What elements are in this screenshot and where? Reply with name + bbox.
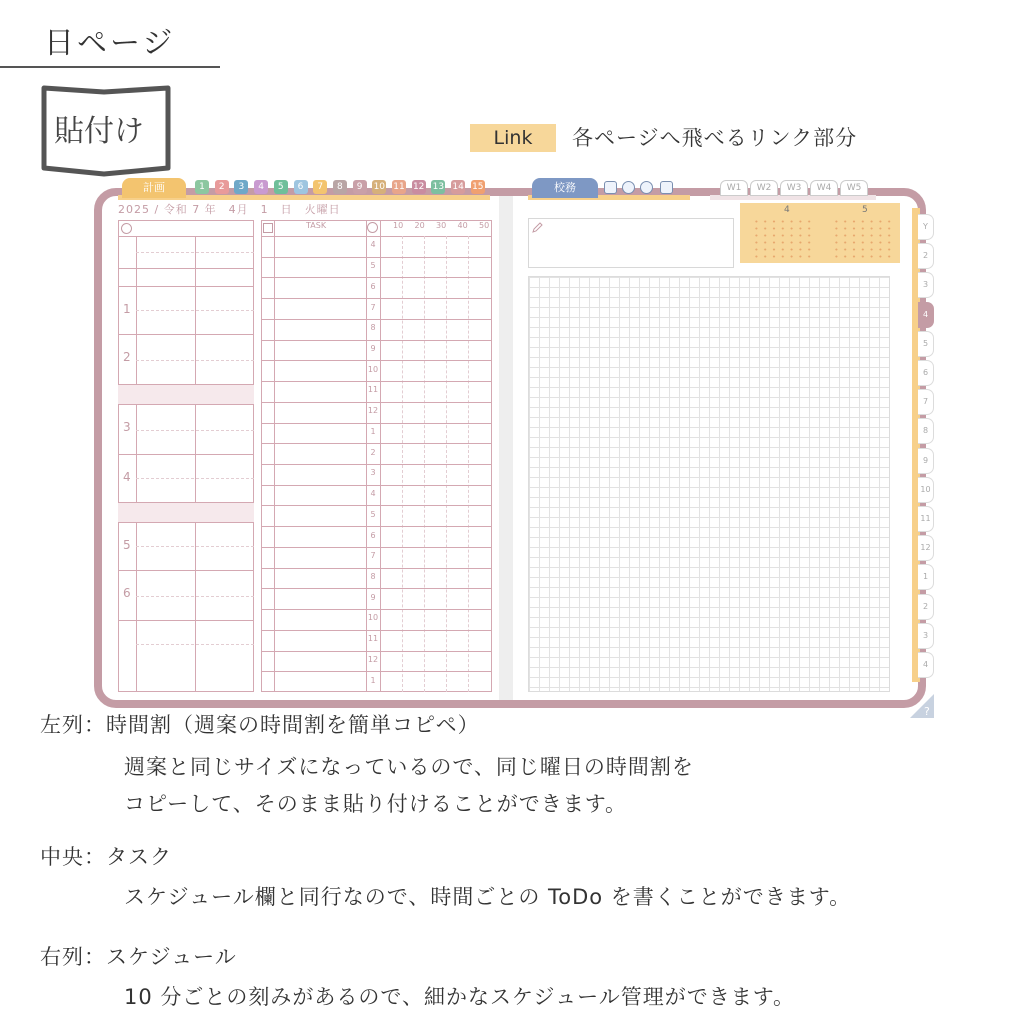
- left-column-heading: 左列：時間割（週案の時間割を簡単コピペ）: [40, 713, 480, 737]
- page-link-tab-2[interactable]: 2: [215, 180, 229, 194]
- timetable-row-line: [118, 570, 254, 571]
- minute-header: 40: [457, 221, 468, 230]
- page-link-tab-4[interactable]: 4: [254, 180, 268, 194]
- task-row-line: [261, 588, 492, 589]
- paste-label: 貼付け: [54, 114, 144, 149]
- hour-label: 11: [367, 634, 379, 644]
- task-row-line: [261, 651, 492, 652]
- task-row-line: [261, 609, 492, 610]
- hour-label: 1: [370, 426, 376, 436]
- task-row-line: [261, 381, 492, 382]
- timetable-row-line: [118, 268, 254, 269]
- hour-label: 7: [370, 551, 376, 561]
- task-column-line: [274, 220, 275, 692]
- calendar-days: [832, 218, 894, 258]
- task-row-line: [261, 505, 492, 506]
- side-tab-9[interactable]: 9: [918, 448, 934, 474]
- task-row-line: [261, 485, 492, 486]
- task-row-line: [261, 319, 492, 320]
- task-row-line: [261, 671, 492, 672]
- side-tab-12[interactable]: 12: [918, 535, 934, 561]
- timetable-dotted-line: [136, 644, 254, 645]
- side-tab-6[interactable]: 6: [918, 360, 934, 386]
- right-column-line: 10 分ごとの刻みがあるので、細かなスケジュール管理ができます。: [124, 985, 796, 1009]
- timetable-row-line: [118, 522, 254, 523]
- side-tab-10[interactable]: 10: [918, 477, 934, 503]
- folder-icon[interactable]: [660, 181, 673, 194]
- center-column-line: スケジュール欄と同行なので、時間ごとの ToDo を書くことができます。: [124, 885, 852, 909]
- week-tab-w4[interactable]: W4: [810, 180, 838, 196]
- hour-label: 5: [370, 261, 376, 271]
- memo-box[interactable]: [528, 218, 734, 268]
- right-column-heading: 右列：スケジュール: [40, 945, 237, 969]
- schedule-clock-icon: [367, 222, 378, 233]
- side-tab-2[interactable]: 2: [918, 594, 934, 620]
- calendar-month-label: 4: [784, 205, 790, 215]
- task-row-line: [261, 298, 492, 299]
- hour-label: 10: [367, 613, 379, 623]
- link-description: 各ページへ飛べるリンク部分: [572, 126, 858, 150]
- left-column-line: コピーして、そのまま貼り付けることができます。: [124, 792, 628, 816]
- chat-icon[interactable]: [640, 181, 653, 194]
- minute-header: 20: [414, 221, 425, 230]
- task-row-line: [261, 257, 492, 258]
- timetable-dotted-line: [136, 360, 254, 361]
- side-tab-Y[interactable]: Y: [918, 214, 934, 240]
- task-row-line: [261, 277, 492, 278]
- tab-plan[interactable]: [122, 178, 186, 198]
- hour-label: 2: [370, 447, 376, 457]
- task-column-line: [380, 220, 381, 692]
- timetable-dotted-line: [136, 252, 254, 253]
- timetable-row-line: [118, 334, 254, 335]
- week-tab-w5[interactable]: W5: [840, 180, 868, 196]
- hour-label: 9: [370, 344, 376, 353]
- week-tab-w2[interactable]: W2: [750, 180, 778, 196]
- page-title: 日ページ: [44, 26, 176, 61]
- period-number: 3: [123, 420, 131, 434]
- side-tab-7[interactable]: 7: [918, 389, 934, 415]
- page-link-tab-14[interactable]: 14: [452, 182, 464, 192]
- timetable-row-line: [118, 404, 254, 405]
- hour-label: 6: [370, 530, 376, 540]
- week-tab-w1[interactable]: W1: [720, 180, 748, 196]
- calendar-days: [752, 218, 814, 258]
- side-tab-2[interactable]: 2: [918, 243, 934, 269]
- page-link-tab-10[interactable]: 10: [373, 182, 386, 192]
- timetable-divider: [136, 236, 137, 692]
- hour-label: 10: [367, 364, 379, 374]
- task-row-line: [261, 568, 492, 569]
- timetable-row-line: [118, 502, 254, 503]
- task-row-line: [261, 402, 492, 403]
- checkbox-icon: [263, 223, 273, 233]
- period-number: 1: [123, 302, 131, 316]
- side-tab-4[interactable]: 4: [918, 302, 934, 328]
- timetable-row-line: [118, 454, 254, 455]
- page-link-tab-1[interactable]: 1: [195, 180, 209, 194]
- pencil-icon: [531, 222, 543, 234]
- timetable-row-line: [118, 286, 254, 287]
- hour-label: 7: [370, 302, 376, 312]
- page-link-tab-12[interactable]: 12: [412, 182, 425, 192]
- tab-plan-label: 計画: [143, 181, 165, 194]
- minute-header: 50: [479, 221, 490, 230]
- hour-label: 11: [367, 385, 379, 395]
- tab-school-tasks-label: 校務: [554, 181, 576, 194]
- page-link-tab-6[interactable]: 6: [294, 180, 308, 194]
- page-link-tab-9[interactable]: 9: [353, 180, 367, 194]
- hour-label: 9: [370, 592, 376, 602]
- side-tab-3[interactable]: 3: [918, 623, 934, 649]
- timetable: [118, 220, 254, 692]
- svg-text:?: ?: [924, 705, 930, 718]
- task-row-line: [261, 464, 492, 465]
- timetable-header-line: [118, 236, 254, 237]
- hour-label: 5: [370, 509, 376, 519]
- hour-label: 1: [370, 675, 376, 685]
- timetable-divider: [195, 236, 196, 692]
- break-row: [118, 384, 254, 404]
- side-tab-4[interactable]: 4: [918, 652, 934, 678]
- break-row: [118, 502, 254, 522]
- task-row-line: [261, 630, 492, 631]
- notes-grid[interactable]: [528, 276, 890, 692]
- side-tab-3[interactable]: 3: [918, 272, 934, 298]
- task-row-line: [261, 360, 492, 361]
- date-line: 2025 / 令和 7 年 4月 1 日 火曜日: [118, 203, 341, 216]
- notebook-icon[interactable]: [604, 181, 617, 194]
- task-row-line: [261, 340, 492, 341]
- timetable-row-line: [118, 384, 254, 385]
- page-link-tab-13[interactable]: 13: [432, 182, 445, 192]
- task-row-line: [261, 526, 492, 527]
- period-number: 6: [123, 586, 131, 600]
- clock-link-icon[interactable]: [622, 181, 635, 194]
- task-row-line: [261, 443, 492, 444]
- hour-label: 8: [370, 572, 376, 581]
- timetable-dotted-line: [136, 596, 254, 597]
- help-icon[interactable]: [910, 694, 934, 718]
- minute-header: 10: [393, 221, 404, 230]
- page-link-tab-8[interactable]: 8: [333, 180, 347, 194]
- hour-label: 6: [370, 281, 376, 291]
- timetable-dotted-line: [136, 546, 254, 547]
- tab-school-tasks[interactable]: [532, 178, 598, 198]
- task-header-line: [261, 236, 492, 237]
- task-row-line: [261, 547, 492, 548]
- task-header: TASK: [306, 221, 327, 230]
- left-column-line: 週案と同じサイズになっているので、同じ曜日の時間割を: [124, 755, 694, 779]
- side-tab-5[interactable]: 5: [918, 331, 934, 357]
- side-tab-8[interactable]: 8: [918, 418, 934, 444]
- period-number: 5: [123, 538, 131, 552]
- minute-header: 30: [436, 221, 447, 230]
- page-link-tab-5[interactable]: 5: [274, 180, 288, 194]
- hour-label: 4: [370, 240, 376, 250]
- title-underline: [0, 66, 220, 68]
- side-tab-1[interactable]: 1: [918, 564, 934, 590]
- timetable-dotted-line: [136, 430, 254, 431]
- page-link-tab-3[interactable]: 3: [234, 180, 248, 194]
- planner-spine: [499, 196, 513, 700]
- hour-label: 4: [370, 489, 376, 499]
- period-number: 4: [123, 470, 131, 484]
- side-tab-11[interactable]: 11: [918, 506, 934, 532]
- timetable-row-line: [118, 620, 254, 621]
- link-badge: Link: [470, 124, 556, 152]
- timetable-dotted-line: [136, 310, 254, 311]
- page-link-tab-11[interactable]: 11: [393, 182, 405, 192]
- calendar-month-label: 5: [862, 205, 868, 215]
- clock-icon: [121, 223, 132, 234]
- task-row-line: [261, 423, 492, 424]
- page-link-tab-7[interactable]: 7: [313, 180, 327, 194]
- hour-label: 12: [367, 654, 379, 664]
- timetable-dotted-line: [136, 478, 254, 479]
- period-number: 2: [123, 350, 131, 364]
- hour-label: 3: [370, 468, 376, 478]
- week-tab-w3[interactable]: W3: [780, 180, 808, 196]
- page-link-tab-15[interactable]: 15: [472, 182, 484, 192]
- hour-label: 12: [367, 406, 379, 416]
- center-column-heading: 中央：タスク: [40, 845, 172, 869]
- hour-label: 8: [370, 323, 376, 333]
